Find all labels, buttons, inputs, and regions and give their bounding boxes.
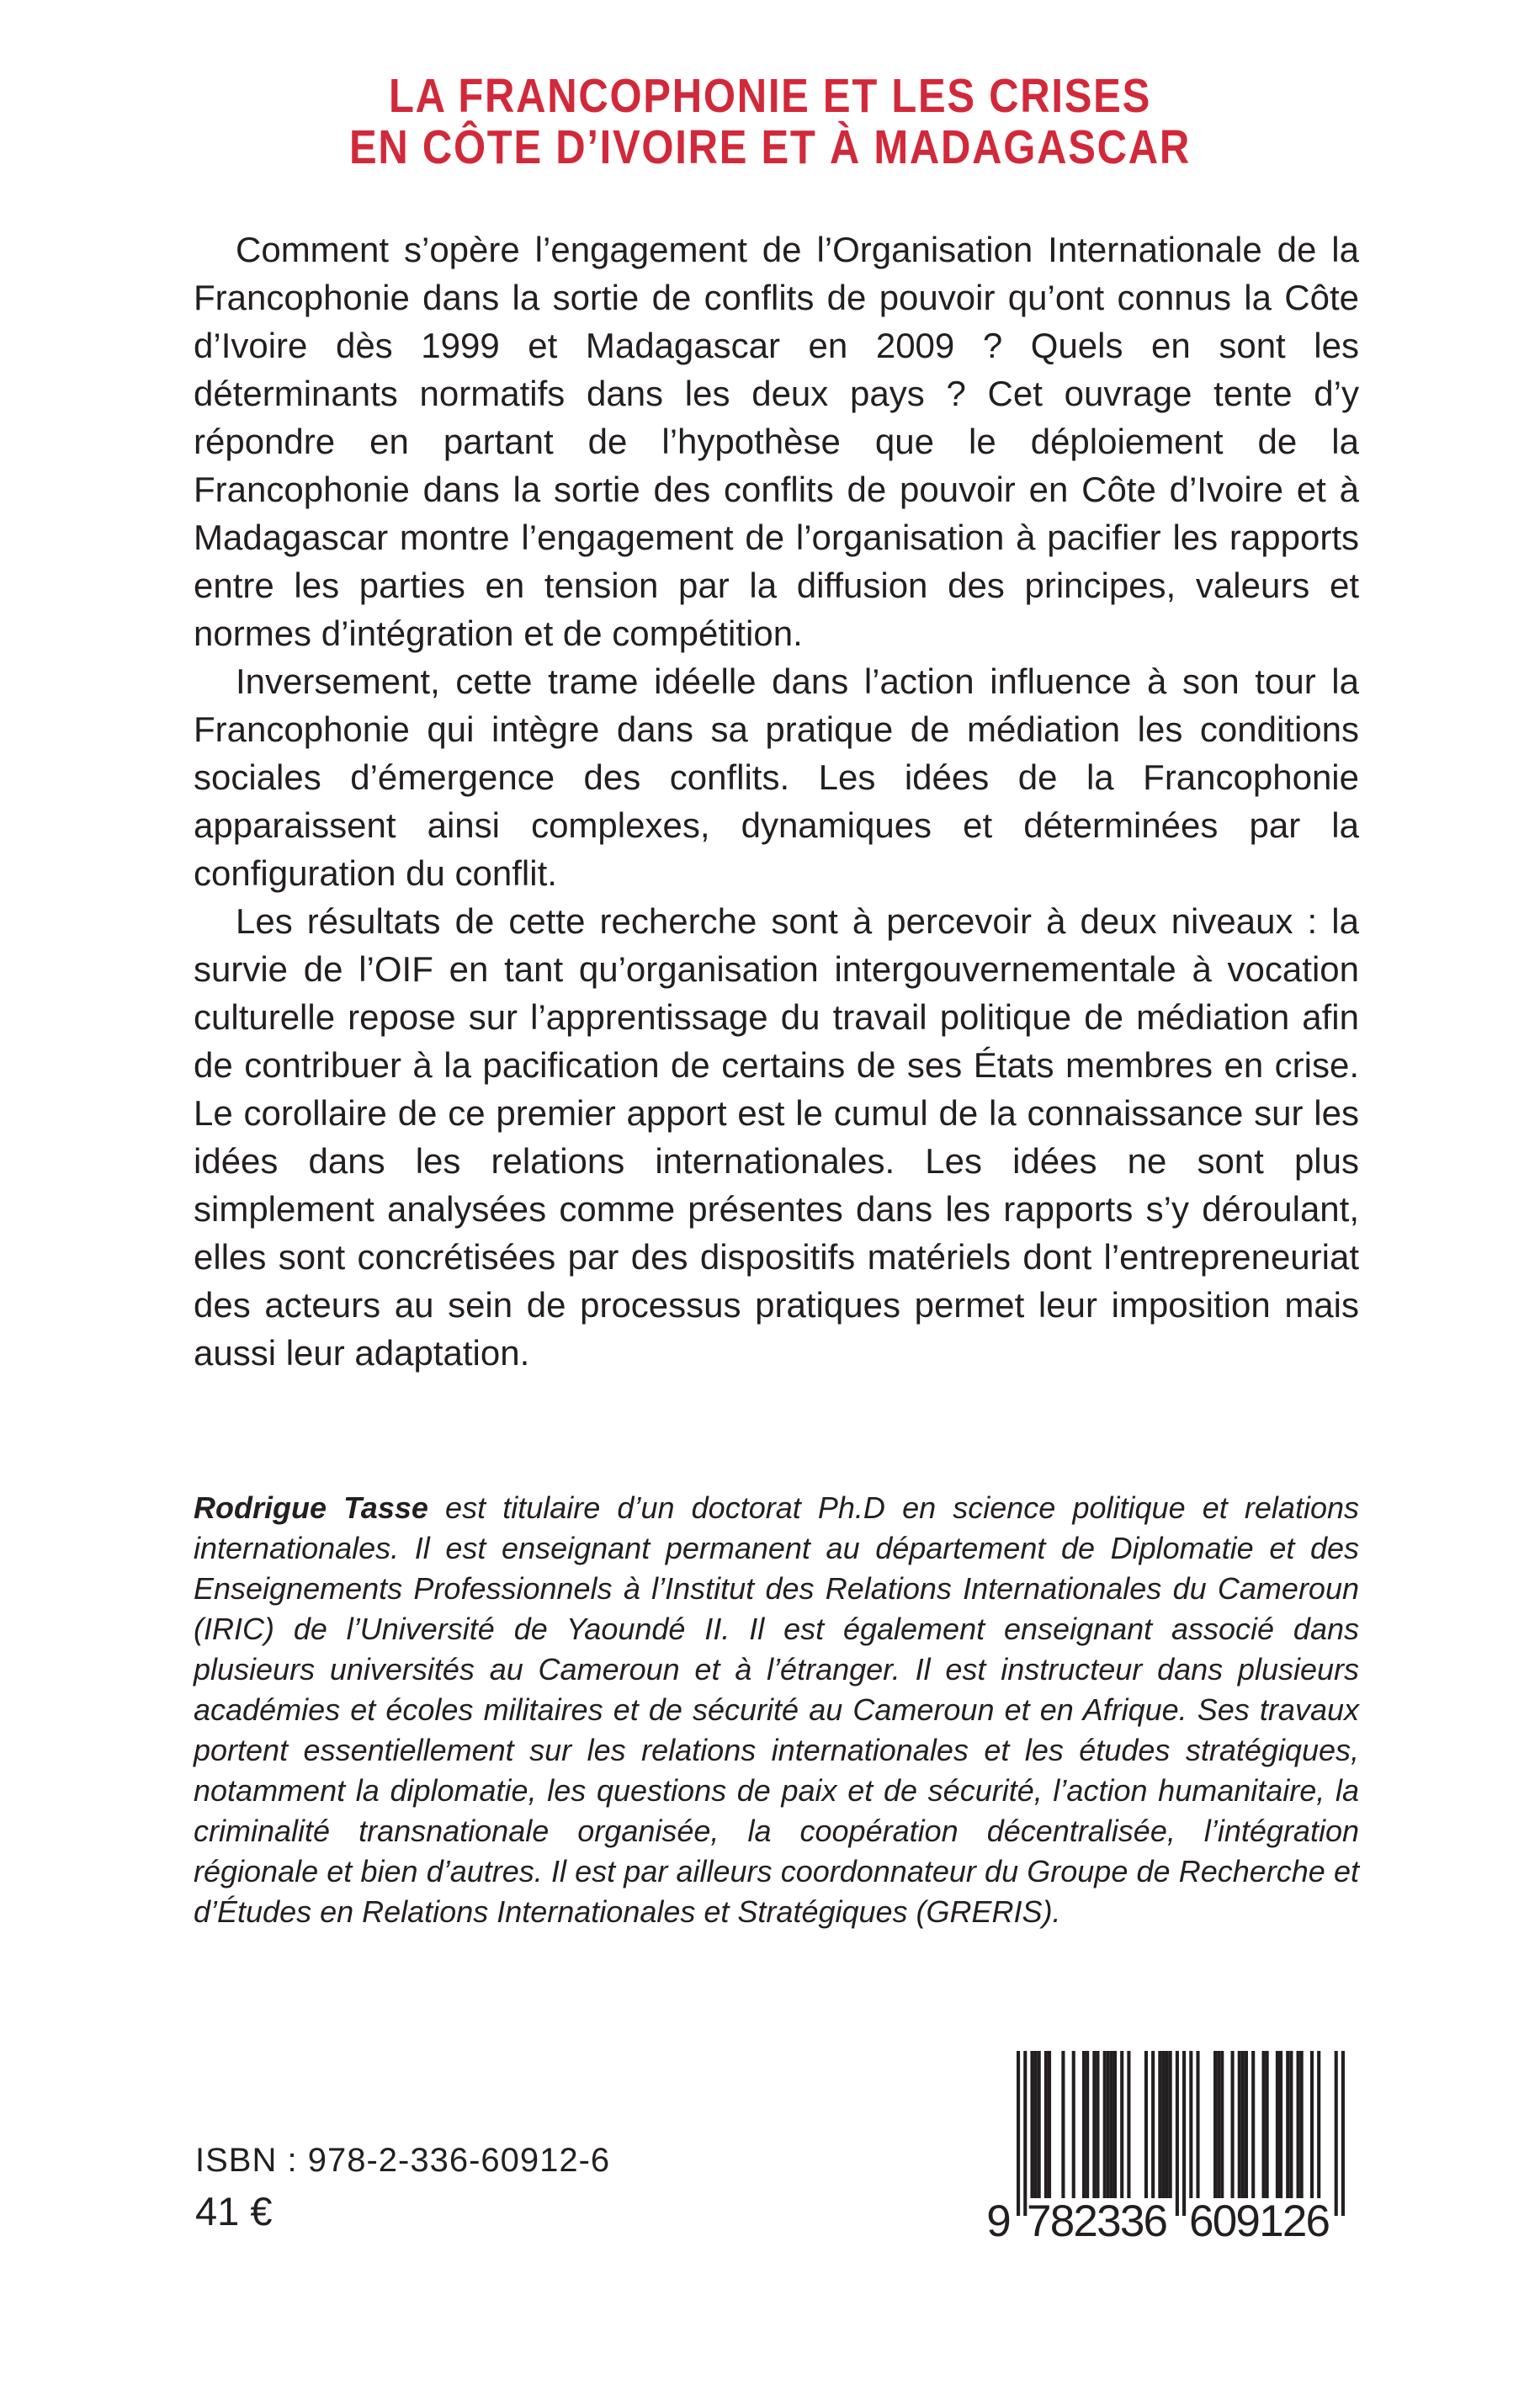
svg-text:609126: 609126	[1189, 2196, 1330, 2244]
svg-text:782336: 782336	[1027, 2196, 1168, 2244]
isbn-text: ISBN : 978-2-336-60912-6	[195, 2142, 611, 2179]
synopsis-paragraph: Inversement, cette trame idéelle dans l’action influence à son tour la Francophonie qui intègre dans sa pratique de médiation les conditions sociales d’émergence des conflits. Les idées de la Francophonie apparaissent ainsi complexes, dynamiques et déterminées par la configuration du conflit.	[194, 661, 1359, 893]
author-name: Rodrigue Tasse	[194, 1490, 428, 1525]
author-bio-text: est titulaire d’un doctorat Ph.D en science politique et relations internationales. Il est enseignant permanent au département de Diplomatie et des Enseignements Professionnels à l’Institut des Relations Internationales du Cameroun (IRIC) de l’Université de Yaoundé II. Il est également enseignant associé dans plusieurs universités au Cameroun et à l’étranger. Il est instructeur dans plusieurs académies et écoles militaires et de sécurité au Cameroun et en Afrique. Ses travaux portent essentiellement sur les relations internationales et les études stratégiques, notamment la diplomatie, les questions de paix et de sécurité, l’action humanitaire, la criminalité transnationale organisée, la coopération décentralisée, l’intégration régionale et bien d’autres. Il est par ailleurs coordonnateur du Groupe de Recherche et d’Études en Relations Internationales et Stratégiques (GRERIS).	[194, 1490, 1359, 1929]
synopsis-paragraph: Comment s’opère l’engagement de l’Organisation Internationale de la Francophonie dans la sortie de conflits de pouvoir qu’ont connus la Côte d’Ivoire dès 1999 et Madagascar en 2009 ? Quels en sont les déterminants normatifs dans les deux pays ? Cet ouvrage tente d’y répondre en partant de l’hypothèse que le déploiement de la Francophonie dans la sortie des conflits de pouvoir en Côte d’Ivoire et à Madagascar montre l’engagement de l’organisation à pacifier les rapports entre les parties en tension par la diffusion des principes, valeurs et normes d’intégration et de compétition.	[194, 230, 1359, 653]
book-title-line-2: EN CÔTE D’IVOIRE ET À MADAGASCAR	[348, 120, 1192, 174]
synopsis-paragraph: Les résultats de cette recherche sont à percevoir à deux niveaux : la survie de l’OIF en tant qu’organisation intergouvernementale à vocation culturelle repose sur l’apprentissage du travail politique de médiation afin de contribuer à la pacification de certains de ses États membres en crise. Le corollaire de ce premier apport est le cumul de la connaissance sur les idées dans les relations internationales. Les idées ne sont plus simplement analysées comme présentes dans les rapports s’y déroulant, elles sont concrétisées par des dispositifs matériels dont l’entrepreneuriat des acteurs au sein de processus pratiques permet leur imposition mais aussi leur adaptation.	[194, 901, 1359, 1373]
book-title-line-1: LA FRANCOPHONIE ET LES CRISES	[389, 69, 1151, 123]
book-title	[0, 71, 1540, 173]
ean13-barcode	[979, 2051, 1349, 2244]
svg-text:9: 9	[986, 2196, 1012, 2244]
author-bio	[194, 1488, 1359, 1932]
synopsis	[194, 226, 1359, 1377]
price-text: 41 €	[195, 2189, 273, 2234]
